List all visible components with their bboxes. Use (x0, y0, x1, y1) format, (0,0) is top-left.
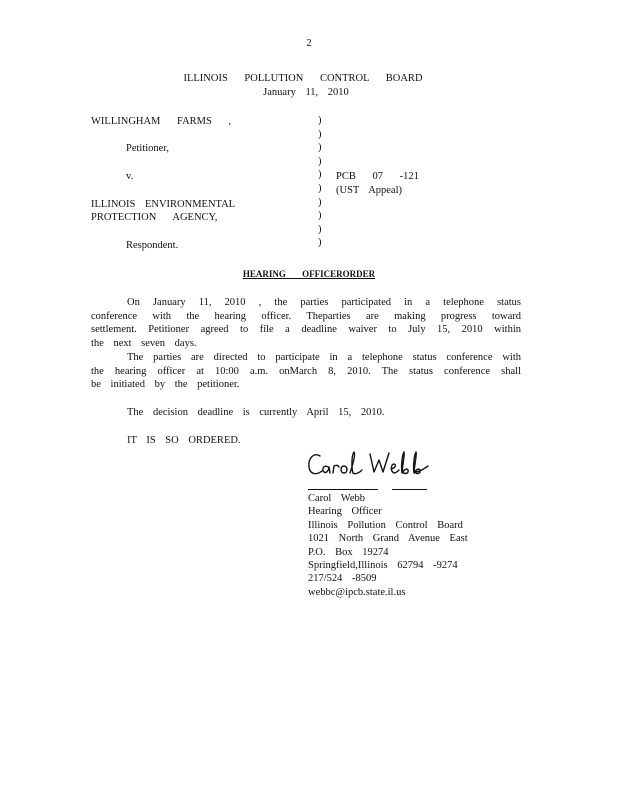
signer-phone: 217/524 -8509 (308, 573, 377, 585)
signer-city: Springfield,Illinois 62794 -9274 (308, 560, 458, 572)
body-paragraph-4: IT IS SO ORDERED. (127, 435, 241, 446)
signer-name: Carol Webb (308, 493, 365, 504)
paren-mark: ) (318, 223, 322, 235)
signer-street: 1021 North Grand Avenue East (308, 533, 468, 545)
body-paragraph-2: The parties are directed to participate in a telephone status conference with the hearing officer at 10:00 a.m. onMarch 8, 2010. The status conference shall be initiated by the petitioner. (91, 352, 521, 390)
signature-block (308, 492, 468, 599)
paren-mark: ) (318, 142, 322, 154)
paren-mark: ) (318, 210, 322, 222)
paren-mark: ) (318, 182, 322, 194)
paren-mark: ) (318, 155, 322, 167)
paren-mark: ) (318, 115, 322, 126)
petitioner-name: WILLINGHAM FARMS , (91, 116, 232, 127)
caption-paren-column (318, 114, 322, 250)
paren-mark: ) (318, 128, 322, 140)
case-type: (UST Appeal) (336, 185, 403, 196)
signer-title: Hearing Officer (308, 506, 382, 518)
respondent-role: Respondent. (126, 240, 179, 251)
order-title: HEARING OFFICERORDER (242, 269, 376, 279)
body-paragraph-3: The decision deadline is currently April 15, 2010. (127, 407, 385, 418)
signer-po-box: P.O. Box 19274 (308, 546, 389, 558)
case-number: PCB 07 -121 (336, 171, 419, 182)
order-date: January 11, 2010 (263, 87, 349, 98)
paren-mark: ) (318, 196, 322, 208)
signer-email: webbc@ipcb.state.il.us (308, 586, 406, 598)
paren-mark: ) (318, 169, 322, 181)
signer-agency: Illinois Pollution Control Board (308, 519, 463, 531)
signature-line (308, 489, 378, 490)
body-paragraph-1: On January 11, 2010 , the parties participated in a telephone status conference with the hearing officer. Theparties are making progress toward settlement. Petitioner agreed to file a deadline waiver to July 15, 2010 within the next seven days. (91, 297, 521, 349)
agency-heading: ILLINOIS POLLUTION CONTROL BOARD (183, 73, 423, 84)
versus-label: v. (126, 171, 134, 182)
page-number: 2 (306, 38, 312, 49)
paren-mark: ) (318, 237, 322, 249)
signature-line (392, 489, 427, 490)
respondent-name-line2: PROTECTION AGENCY, (91, 212, 218, 223)
petitioner-role: Petitioner, (126, 143, 170, 154)
handwritten-signature (304, 446, 434, 486)
respondent-name-line1: ILLINOIS ENVIRONMENTAL (91, 199, 236, 210)
